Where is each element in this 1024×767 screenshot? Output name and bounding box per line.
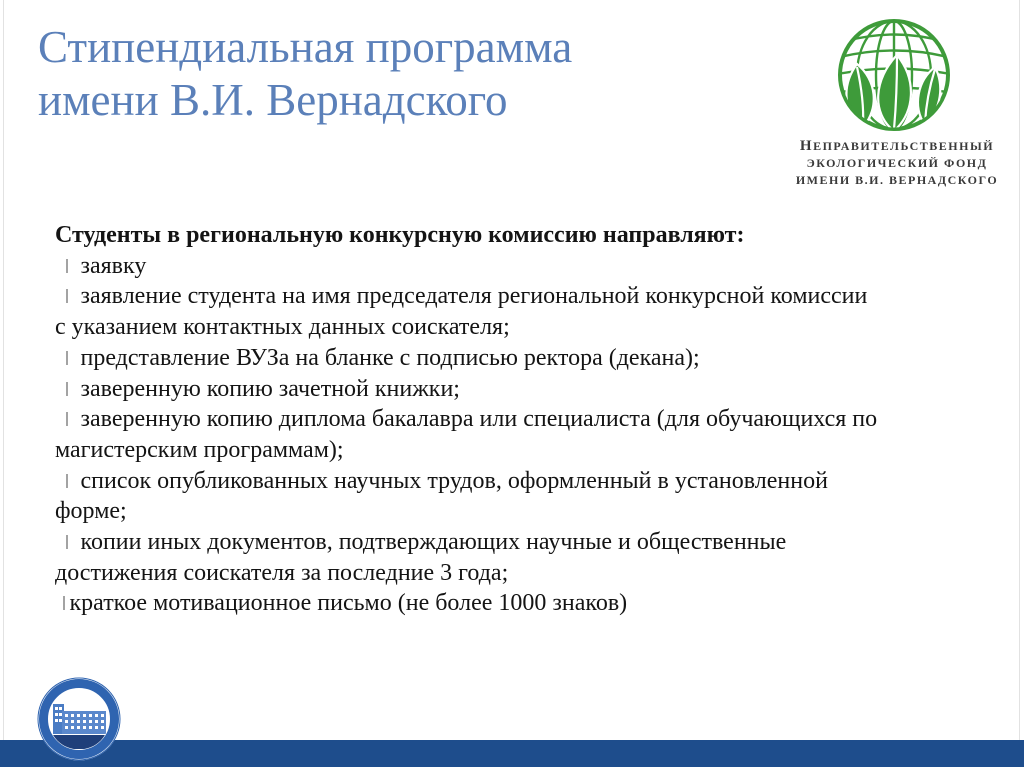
bullet-icon — [66, 412, 68, 426]
list-item-text: заверенную копию диплома бакалавра или специалиста (для обучающихся по магистерским программам); — [55, 406, 878, 463]
fund-logo-text — [794, 138, 1000, 189]
list-item — [55, 281, 1005, 342]
list-item — [55, 466, 1005, 527]
list-item — [55, 374, 1005, 405]
list-item-text: заявку — [80, 252, 147, 279]
list-item-text: копии иных документов, подтверждающих научные и общественные достижения соискателя за последние 3 года; — [55, 529, 787, 586]
requirements-heading: Студенты в региональную конкурсную комиссию направляют: — [55, 222, 745, 248]
slide-title — [38, 21, 572, 127]
bullet-icon — [66, 474, 68, 488]
university-emblem-icon — [36, 676, 122, 762]
bullet-icon — [63, 596, 65, 610]
title-line-2: имени В.И. Вернадского — [38, 75, 508, 125]
list-item — [55, 251, 1005, 282]
list-item-text: представление ВУЗа на бланке с подписью ректора (декана); — [80, 344, 700, 371]
globe-leaves-icon — [836, 17, 952, 133]
title-line-1: Стипендиальная программа — [38, 22, 573, 72]
requirements-text — [55, 220, 1005, 619]
bottom-bar — [0, 740, 1024, 767]
list-item — [55, 404, 1005, 465]
bullet-icon — [66, 535, 68, 549]
bullet-icon — [66, 382, 68, 396]
logo-text-line-2: ЭКОЛОГИЧЕСКИЙ ФОНД — [806, 156, 988, 170]
list-item — [55, 343, 1005, 374]
bullet-icon — [66, 289, 68, 303]
bullet-icon — [66, 351, 68, 365]
list-item — [55, 527, 1005, 588]
list-item — [55, 588, 1005, 619]
list-item-text: краткое мотивационное письмо (не более 1000 знаков) — [69, 590, 628, 617]
list-item-text: список опубликованных научных трудов, оформленный в установленной форме; — [55, 467, 828, 525]
logo-text-line-1: НЕПРАВИТЕЛЬСТВЕННЫЙ — [799, 138, 995, 154]
logo-text-line-3: ИМЕНИ В.И. ВЕРНАДСКОГО — [795, 173, 999, 187]
bullet-icon — [66, 259, 68, 273]
list-item-text: заявление студента на имя председателя региональной конкурсной комиссии с указанием контактных данных соискателя; — [55, 283, 868, 341]
list-item-text: заверенную копию зачетной книжки; — [80, 375, 460, 402]
